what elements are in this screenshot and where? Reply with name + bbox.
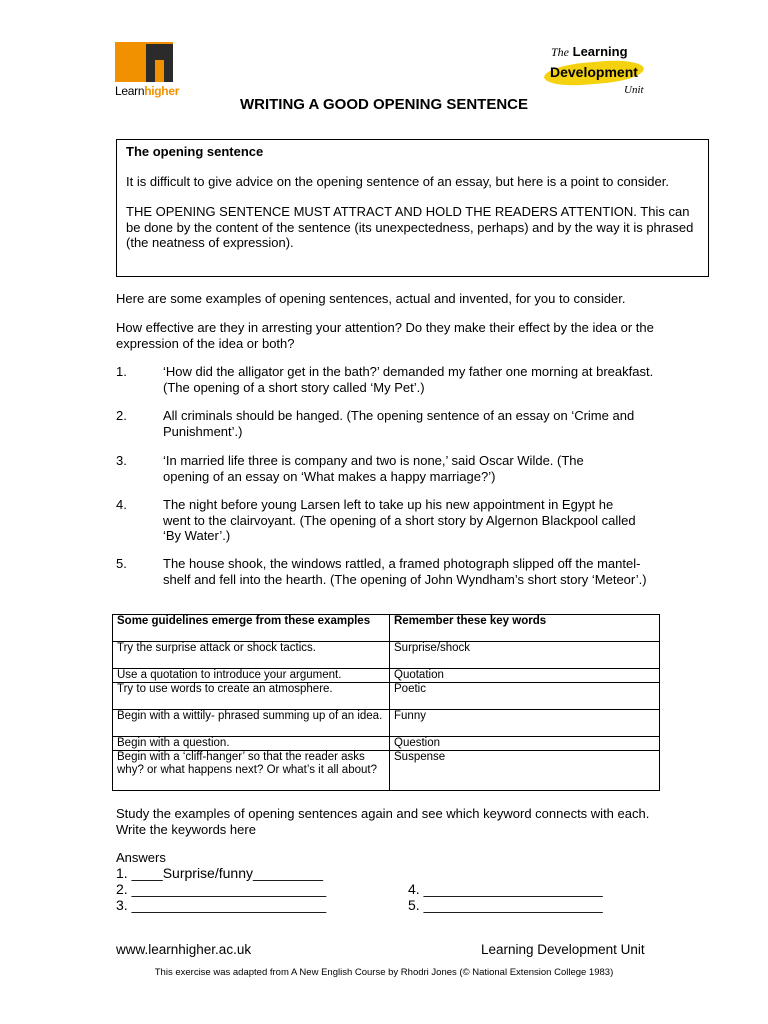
- table-cell: Suspense: [390, 751, 660, 791]
- answers-label: Answers: [116, 850, 166, 865]
- table-header: Some guidelines emerge from these examples: [113, 615, 390, 642]
- table-row: [113, 683, 660, 710]
- table-row: [113, 669, 660, 683]
- intro-paragraph-2: How effective are they in arresting your attention? Do they make their effect by the idea or the expression of the idea or both?: [116, 320, 654, 351]
- footer-unit: Learning Development Unit: [481, 942, 645, 957]
- example-number: 3.: [116, 453, 127, 468]
- answer-line-5: 5. _______________________: [408, 897, 603, 913]
- table-row: [113, 751, 660, 791]
- table-header-row: [113, 615, 660, 642]
- table-cell: Try the surprise attack or shock tactics.: [113, 642, 390, 669]
- example-text: ‘In married life three is company and two is none,’ said Oscar Wilde. (The opening of an essay on ‘What makes a happy marriage?’): [163, 453, 584, 484]
- table-cell: Try to use words to create an atmosphere.: [113, 683, 390, 710]
- table-row: [113, 710, 660, 737]
- table-cell: Use a quotation to introduce your argument.: [113, 669, 390, 683]
- answer-line-4: 4. _______________________: [408, 881, 603, 897]
- table-cell: Begin with a ‘cliff-hanger’ so that the reader asks why? or what happens next? Or what’s it all about?: [113, 751, 390, 791]
- logo-learn-text: Learn: [115, 84, 145, 98]
- table-header: Remember these key words: [390, 615, 660, 642]
- answer-line-2: 2. _________________________: [116, 881, 327, 897]
- example-text: The night before young Larsen left to take up his new appointment in Egypt he went to the clairvoyant. (The opening of a short story by Algernon Blackpool called ‘By Water’.): [163, 497, 636, 543]
- example-number: 5.: [116, 556, 127, 571]
- answer-line-1: 1. ____Surprise/funny_________: [116, 865, 324, 881]
- intro-paragraph-1: Here are some examples of opening sentences, actual and invented, for you to consider.: [116, 291, 626, 306]
- example-text: The house shook, the windows rattled, a framed photograph slipped off the mantel-shelf and fell into the hearth. (The opening of John Wyndham’s short story ‘Meteor’.): [163, 556, 647, 587]
- learnhigher-logo: [115, 42, 180, 98]
- table-cell: Funny: [390, 710, 660, 737]
- table-cell: Poetic: [390, 683, 660, 710]
- logo-higher-text: higher: [144, 84, 180, 98]
- box-heading: The opening sentence: [126, 144, 264, 159]
- table-row: [113, 642, 660, 669]
- table-cell: Quotation: [390, 669, 660, 683]
- guidelines-table: [112, 614, 660, 791]
- learning-development-unit-logo: The Learning Development Unit: [538, 44, 653, 100]
- table-cell: Question: [390, 737, 660, 751]
- example-number: 4.: [116, 497, 127, 512]
- footer-url: www.learnhigher.ac.uk: [116, 942, 252, 957]
- example-number: 1.: [116, 364, 127, 379]
- answer-line-3: 3. _________________________: [116, 897, 327, 913]
- table-cell: Begin with a wittily- phrased summing up of an idea.: [113, 710, 390, 737]
- opening-sentence-box: [116, 139, 709, 277]
- box-paragraph-2: THE OPENING SENTENCE MUST ATTRACT AND HOLD THE READERS ATTENTION. This can be done by the content of the sentence (its unexpectedness, perhaps) and by the way it is phrased (the neatness of expression).: [126, 204, 694, 250]
- footer-credit: This exercise was adapted from A New English Course by Rhodri Jones (© National Extension College 1983): [154, 967, 614, 978]
- study-instruction: Study the examples of opening sentences again and see which keyword connects with each. Write the keywords here: [116, 806, 650, 837]
- table-row: [113, 737, 660, 751]
- table-cell: Begin with a question.: [113, 737, 390, 751]
- page-title: WRITING A GOOD OPENING SENTENCE: [239, 96, 529, 113]
- example-text: All criminals should be hanged. (The opening sentence of an essay on ‘Crime and Punishment’.): [163, 408, 635, 439]
- box-paragraph-1: It is difficult to give advice on the opening sentence of an essay, but here is a point to consider.: [126, 174, 669, 189]
- example-number: 2.: [116, 408, 127, 423]
- table-cell: Surprise/shock: [390, 642, 660, 669]
- example-text: ‘How did the alligator get in the bath?’ demanded my father one morning at breakfast. (The opening of a short story called ‘My Pet’.): [163, 364, 654, 395]
